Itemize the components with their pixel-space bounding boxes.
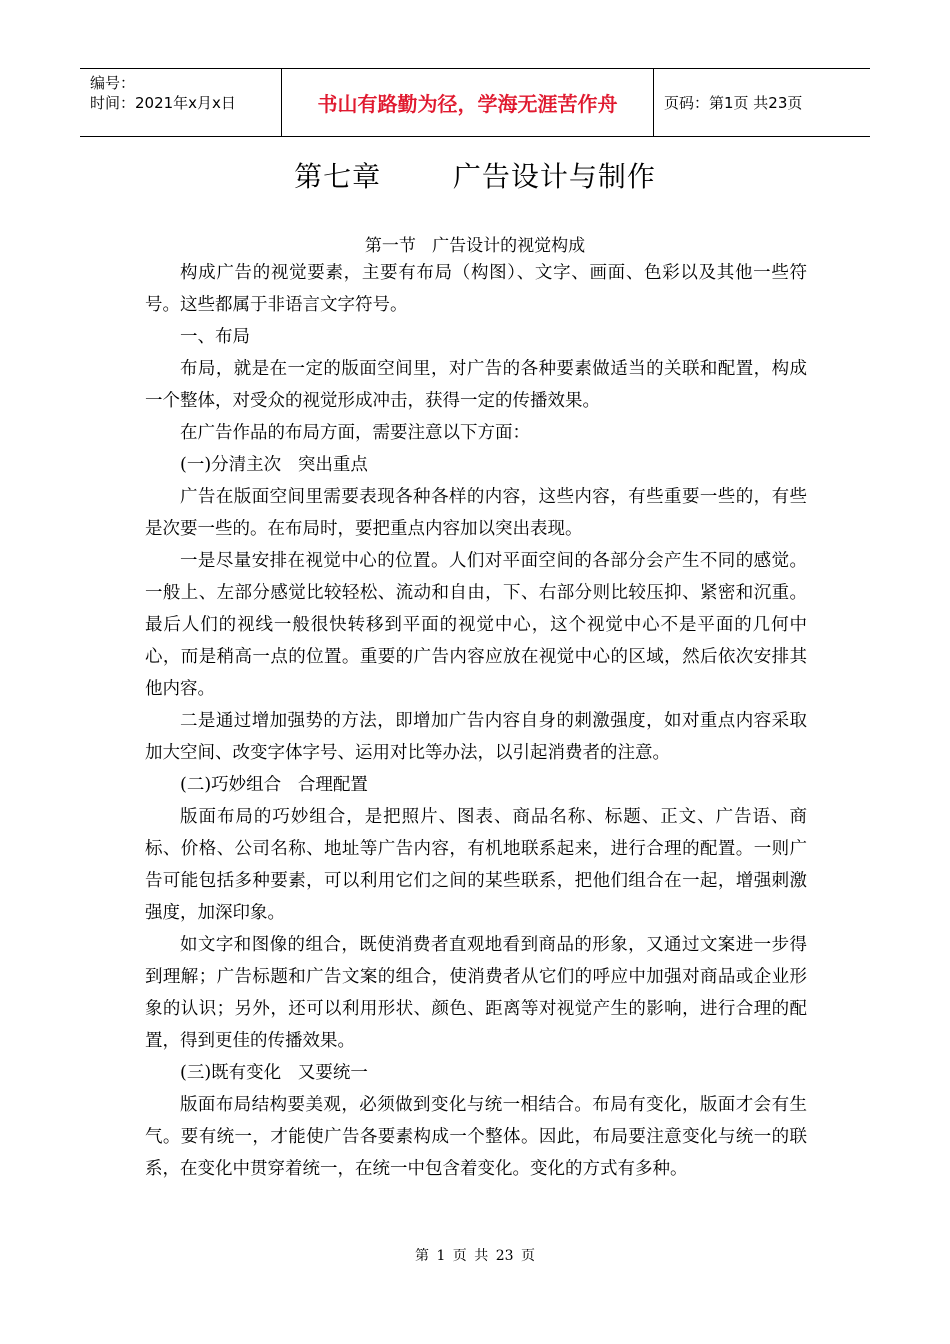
page-footer: 第 1 页 共 23 页 — [415, 1248, 535, 1264]
header-page-info: 页码：第1页 共23页 — [664, 94, 803, 112]
header-motto: 书山有路勤为径，学海无涯苦作舟 — [281, 69, 654, 136]
document-date: 时间：2021年x月x日 — [90, 94, 236, 112]
paragraph: 构成广告的视觉要素，主要有布局（构图）、文字、画面、色彩以及其他一些符号。这些都属于非语言文字符号。 — [145, 263, 807, 315]
paragraph: 布局，就是在一定的版面空间里，对广告的各种要素做适当的关联和配置，构成一个整体，对受众的视觉形成冲击，获得一定的传播效果。 — [145, 359, 807, 411]
header-meta — [80, 69, 281, 136]
paragraph: 一是尽量安排在视觉中心的位置。人们对平面空间的各部分会产生不同的感觉。一般上、左部分感觉比较轻松、流动和自由，下、右部分则比较压抑、紧密和沉重。最后人们的视线一般很快转移到平面的视觉中心，这个视觉中心不是平面的几何中心，而是稍高一点的位置。重要的广告内容应放在视觉中心的区域，然后依次安排其他内容。 — [145, 551, 807, 699]
paragraph: 版面布局的巧妙组合，是把照片、图表、商品名称、标题、正文、广告语、商标、价格、公司名称、地址等广告内容，有机地联系起来，进行合理的配置。一则广告可能包括多种要素，可以利用它们之间的某些联系，把他们组合在一起，增强刺激强度，加深印象。 — [145, 807, 807, 923]
document-body — [145, 257, 807, 1185]
paragraph: 如文字和图像的组合，既使消费者直观地看到商品的形象，又通过文案进一步得到理解；广告标题和广告文案的组合，使消费者从它们的呼应中加强对商品或企业形象的认识；另外，还可以利用形状、颜色、距离等对视觉产生的影响，进行合理的配置，得到更佳的传播效果。 — [145, 935, 807, 1051]
chapter-title: 第七章 广告设计与制作 — [294, 160, 656, 193]
section-title: 第一节 广告设计的视觉构成 — [364, 236, 586, 256]
subheading: (三)既有变化 又要统一 — [180, 1063, 368, 1083]
subheading: 一、布局 — [180, 327, 250, 347]
paragraph: 二是通过增加强势的方法，即增加广告内容自身的刺激强度，如对重点内容采取加大空间、改变字体字号、运用对比等办法，以引起消费者的注意。 — [145, 711, 807, 763]
subheading: (一)分清主次 突出重点 — [180, 455, 368, 475]
document-number: 编号： — [90, 74, 136, 92]
paragraph: 在广告作品的布局方面，需要注意以下方面： — [180, 423, 530, 443]
page-header — [80, 68, 870, 137]
paragraph: 广告在版面空间里需要表现各种各样的内容，这些内容，有些重要一些的，有些是次要一些的。在布局时，要把重点内容加以突出表现。 — [145, 487, 807, 539]
subheading: (二)巧妙组合 合理配置 — [180, 775, 368, 795]
paragraph: 版面布局结构要美观，必须做到变化与统一相结合。布局有变化，版面才会有生气。要有统一，才能使广告各要素构成一个整体。因此，布局要注意变化与统一的联系，在变化中贯穿着统一，在统一中包含着变化。变化的方式有多种。 — [145, 1095, 807, 1179]
